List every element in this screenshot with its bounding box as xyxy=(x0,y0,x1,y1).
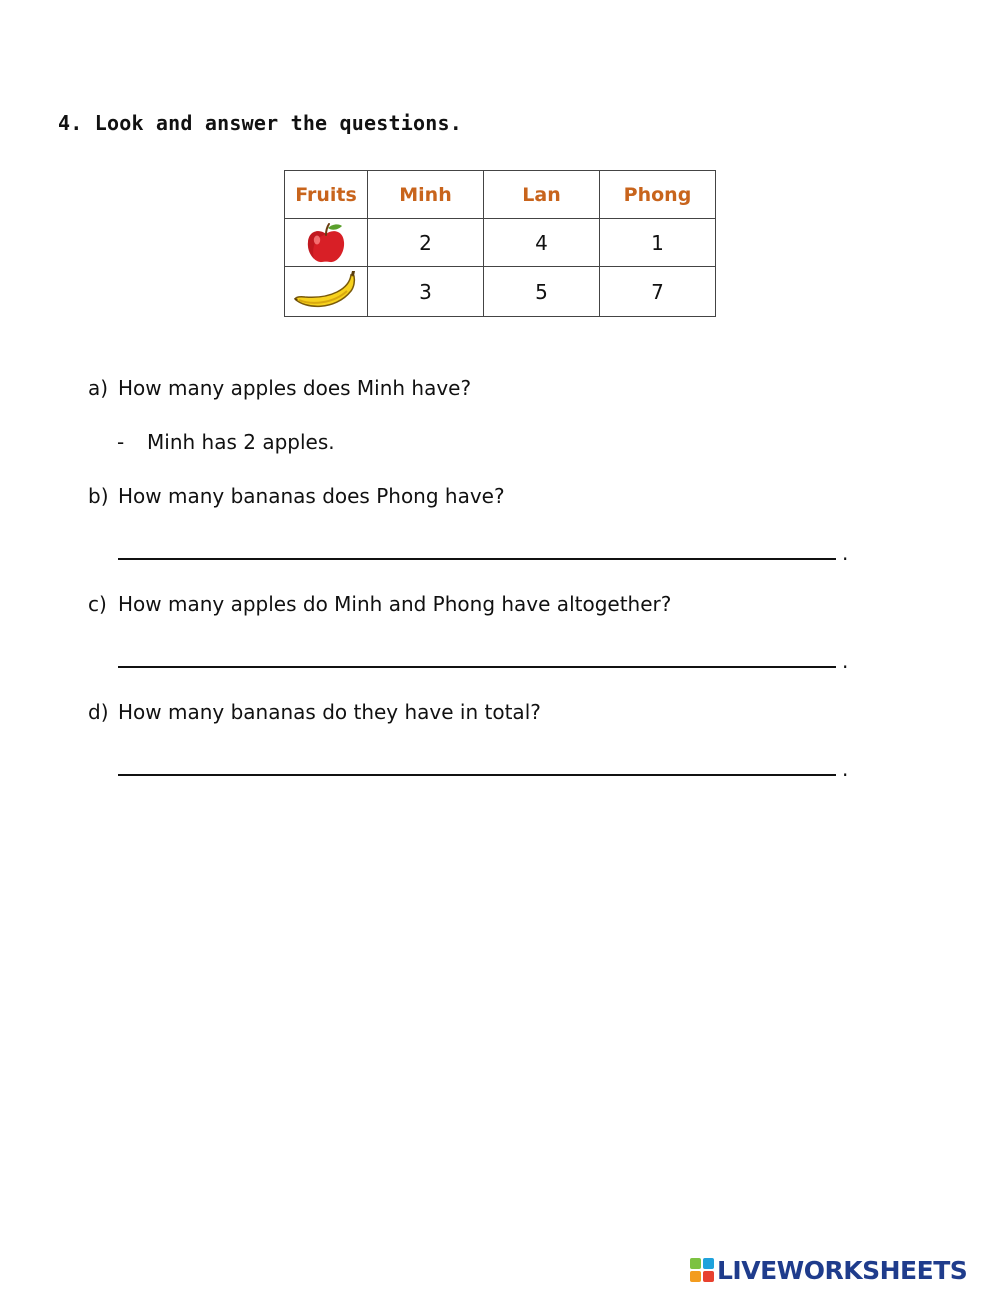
apple-cell xyxy=(285,219,368,267)
exercise-title: 4. Look and answer the questions. xyxy=(58,111,462,135)
question-d-text: How many bananas do they have in total? xyxy=(118,700,541,724)
question-d-letter: d) xyxy=(88,700,109,724)
answer-line-c[interactable] xyxy=(118,666,836,668)
question-c xyxy=(88,592,671,616)
question-a-text: How many apples does Minh have? xyxy=(118,376,472,400)
table-row-banana xyxy=(285,267,716,317)
table-header-row xyxy=(285,171,716,219)
apple-phong-value: 1 xyxy=(600,219,716,267)
apple-lan-value: 4 xyxy=(484,219,600,267)
banana-cell xyxy=(285,267,368,317)
banana-phong-value: 7 xyxy=(600,267,716,317)
apple-icon xyxy=(304,222,348,264)
question-a-letter: a) xyxy=(88,376,109,400)
question-d xyxy=(88,700,541,724)
header-lan: Lan xyxy=(484,171,600,219)
banana-icon xyxy=(291,269,361,315)
apple-minh-value: 2 xyxy=(368,219,484,267)
question-a xyxy=(88,376,471,400)
liveworksheets-logo xyxy=(690,1254,967,1286)
question-c-text: How many apples do Minh and Phong have altogether? xyxy=(118,592,672,616)
header-minh: Minh xyxy=(368,171,484,219)
fruit-table xyxy=(284,170,716,317)
question-b xyxy=(88,484,505,508)
banana-lan-value: 5 xyxy=(484,267,600,317)
answer-dot-d: . xyxy=(842,757,849,781)
logo-text: LIVEWORKSHEETS xyxy=(717,1255,968,1285)
answer-dash: - xyxy=(117,430,125,454)
answer-line-d[interactable] xyxy=(118,774,836,776)
liveworksheets-logo-icon xyxy=(690,1258,714,1282)
banana-minh-value: 3 xyxy=(368,267,484,317)
answer-dot-c: . xyxy=(842,649,849,673)
question-c-letter: c) xyxy=(88,592,107,616)
example-answer-text: Minh has 2 apples. xyxy=(147,430,335,454)
example-answer xyxy=(117,430,335,454)
question-b-letter: b) xyxy=(88,484,109,508)
answer-dot-b: . xyxy=(842,541,849,565)
question-b-text: How many bananas does Phong have? xyxy=(118,484,505,508)
header-fruits: Fruits xyxy=(285,171,368,219)
table-row-apple xyxy=(285,219,716,267)
header-phong: Phong xyxy=(600,171,716,219)
answer-line-b[interactable] xyxy=(118,558,836,560)
